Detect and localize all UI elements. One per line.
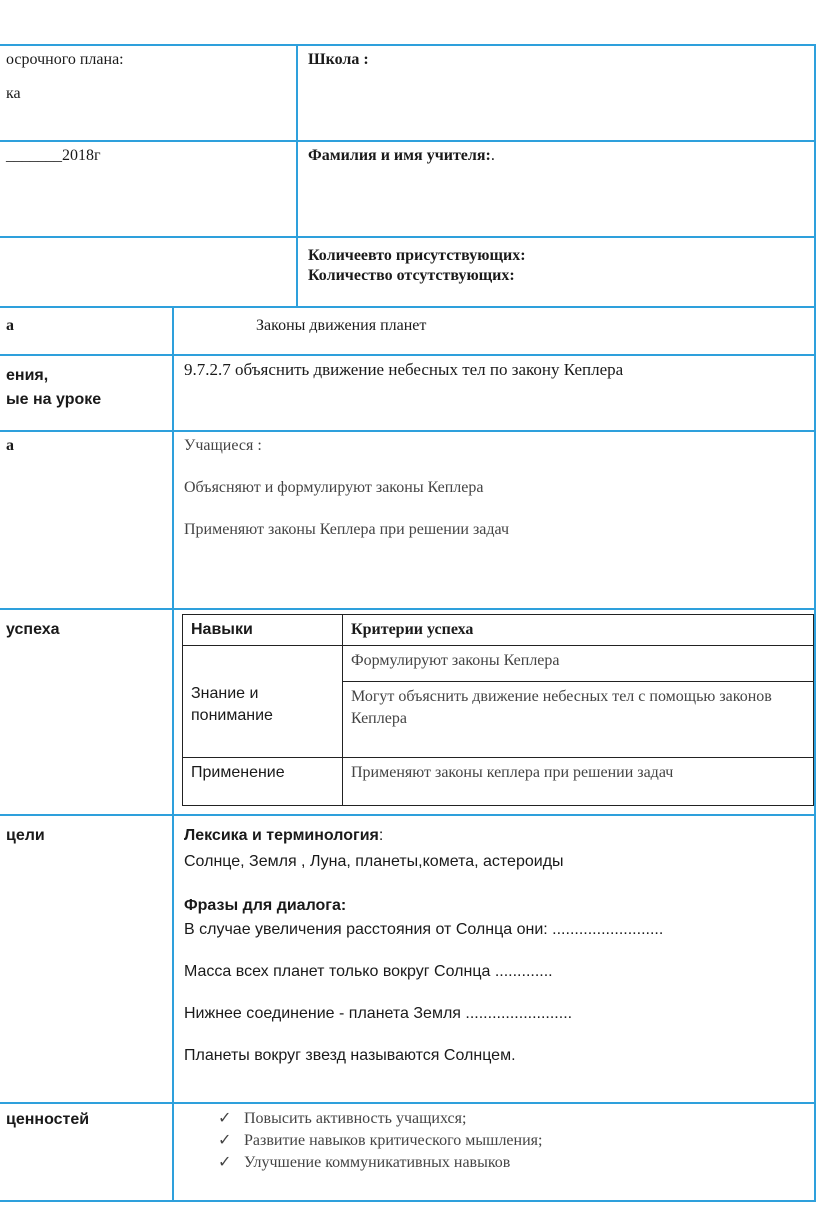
objectives-value-cell — [173, 355, 815, 431]
criteria-label-cell — [0, 609, 173, 815]
topic-row — [0, 307, 815, 355]
topic-value: Законы движения планет — [256, 317, 427, 334]
values-label: ценностей — [6, 1111, 90, 1128]
plan-label: осрочного плана: — [6, 51, 124, 68]
attendance-cell — [297, 237, 815, 307]
lesson-goals-intro: Учащиеся : — [184, 437, 262, 454]
criterion-2: Могут объяснить движение небесных тел с помощью законов Кеплера — [343, 682, 814, 758]
present-label: Количеевто присутствующих: — [308, 247, 526, 264]
objectives-label-1: ения, — [6, 367, 49, 384]
objectives-row — [0, 355, 815, 431]
lesson-plan-page — [0, 44, 814, 1203]
language-value-cell — [173, 815, 815, 1103]
criteria-label: успеха — [6, 621, 60, 638]
phrase-3: Нижнее соединение - планета Земля ........................ — [184, 1005, 573, 1022]
header-row-date — [0, 141, 815, 237]
criteria-row — [0, 609, 815, 815]
objectives-label-cell — [0, 355, 173, 431]
topic-label: а — [6, 317, 14, 334]
check-icon: ✓ — [218, 1132, 232, 1149]
vocab-colon: : — [378, 827, 384, 844]
criteria-row-1 — [183, 646, 814, 682]
criteria-header: Критерии успеха — [343, 615, 814, 646]
vocab-list: Солнце, Земля , Луна, планеты,комета, астероиды — [184, 853, 564, 870]
criteria-row-3 — [183, 758, 814, 806]
skill-knowledge: Знание и понимание — [183, 646, 343, 758]
subject-fragment: ка — [6, 85, 21, 102]
header-row-attendance — [0, 237, 815, 307]
lesson-goals-label-cell — [0, 431, 173, 609]
language-row — [0, 815, 815, 1103]
language-label-cell — [0, 815, 173, 1103]
values-row — [0, 1103, 815, 1201]
school-cell — [297, 45, 815, 141]
teacher-cell — [297, 141, 815, 237]
values-label-cell — [0, 1103, 173, 1201]
criteria-header-row — [183, 615, 814, 646]
lesson-plan-table — [0, 44, 816, 1202]
date-value: _______2018г — [6, 147, 101, 164]
language-label: цели — [6, 827, 45, 844]
lesson-goal-2: Применяют законы Кеплера при решении задач — [184, 521, 510, 538]
plan-cell — [0, 45, 297, 141]
lesson-goals-value-cell — [173, 431, 815, 609]
skill-application: Применение — [183, 758, 343, 806]
values-item-1: ✓ Повысить активность учащихся; — [218, 1108, 814, 1130]
phrases-title: Фразы для диалога: — [184, 897, 347, 914]
header-row-plan — [0, 45, 815, 141]
topic-label-cell — [0, 307, 173, 355]
empty-cell — [0, 237, 297, 307]
objectives-label-2: ые на уроке — [6, 391, 102, 408]
values-item-2: ✓ Развитие навыков критического мышления; — [218, 1130, 814, 1152]
topic-value-cell — [173, 307, 815, 355]
check-icon: ✓ — [218, 1154, 232, 1171]
absent-label: Количество отсутствующих: — [308, 267, 515, 284]
check-icon: ✓ — [218, 1110, 232, 1127]
lesson-goals-row — [0, 431, 815, 609]
criterion-1: Формулируют законы Кеплера — [343, 646, 814, 682]
criterion-3: Применяют законы кеплера при решении задач — [343, 758, 814, 806]
criteria-value-cell — [173, 609, 815, 815]
phrase-2: Масса всех планет только вокруг Солнца ............. — [184, 963, 553, 980]
phrase-4: Планеты вокруг звезд называются Солнцем. — [184, 1047, 516, 1064]
date-cell — [0, 141, 297, 237]
phrase-1: В случае увеличения расстояния от Солнца они: ......................... — [184, 921, 664, 938]
lesson-goals-label: а — [6, 437, 14, 454]
values-item-3: ✓ Улучшение коммуникативных навыков — [218, 1152, 814, 1174]
teacher-suffix: . — [490, 147, 495, 164]
objectives-value: 9.7.2.7 объяснить движение небесных тел по закону Кеплера — [184, 360, 624, 379]
lesson-goal-1: Объясняют и формулируют законы Кеплера — [184, 479, 484, 496]
vocab-title: Лексика и терминология — [184, 827, 379, 844]
teacher-label: Фамилия и имя учителя: — [308, 147, 491, 164]
values-value-cell — [173, 1103, 815, 1201]
values-list — [174, 1104, 814, 1174]
skills-header: Навыки — [183, 615, 343, 646]
criteria-table — [182, 614, 814, 806]
school-label: Школа : — [308, 51, 369, 68]
